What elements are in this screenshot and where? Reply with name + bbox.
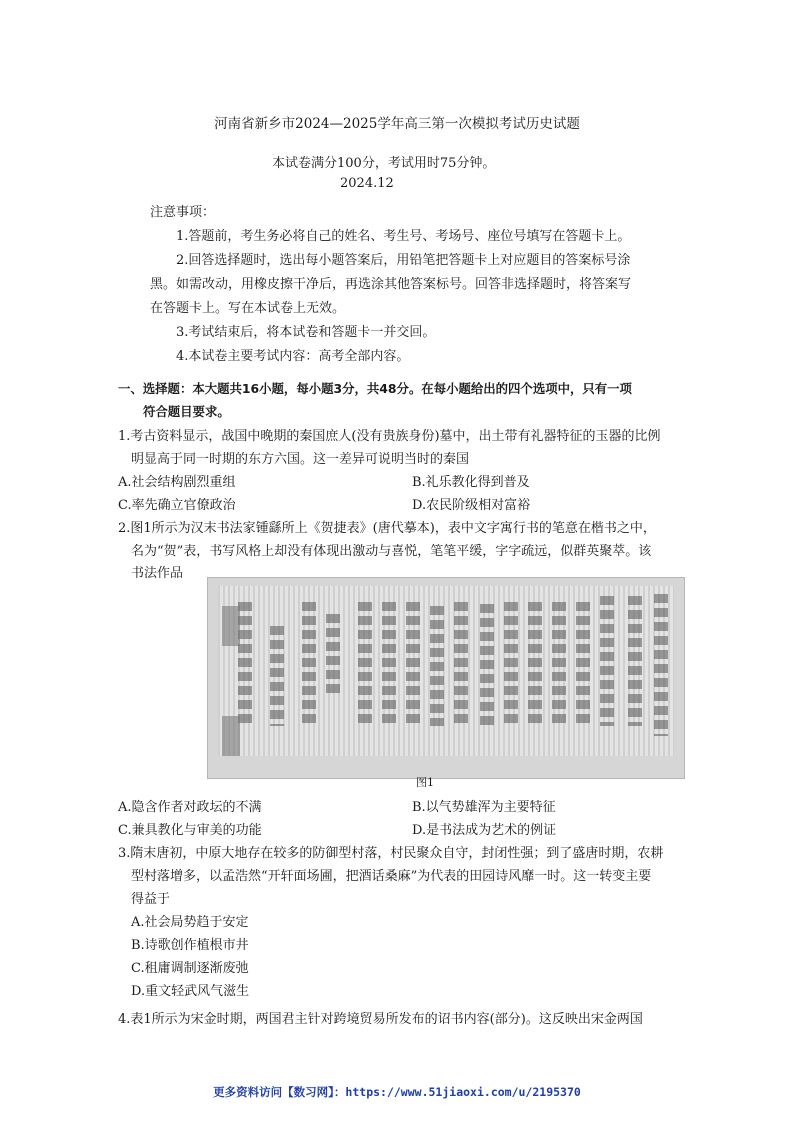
note-line: 1.答题前，考生务必将自己的姓名、考生号、考场号、座位号填写在答题卡上。	[176, 229, 631, 244]
q3-stem: 3.隋末唐初，中原大地存在较多的防御型村落，村民聚众自守，封闭性强；到了盛唐时期，农耕	[118, 846, 664, 861]
q2-option-c: C.兼具教化与审美的功能	[118, 823, 262, 838]
q1-stem: 1.考古资料显示，战国中晚期的秦国庶人(没有贵族身份)墓中，出土带有礼器特征的玉器的比例	[118, 429, 661, 444]
q2-option-a: A.隐含作者对政坛的不满	[118, 800, 262, 815]
exam-title: 河南省新乡市2024—2025学年高三第一次模拟考试历史试题	[214, 116, 580, 132]
q3-stem: 得益于	[131, 892, 171, 907]
q1-option-a: A.社会结构剧烈重组	[118, 475, 236, 490]
q2-stem: 2.图1所示为汉末书法家锺繇所上《贺捷表》(唐代摹本)，表中文字寓行书的笔意在楷书之中，	[118, 521, 656, 536]
q1-option-c: C.率先确立官僚政治	[118, 498, 236, 513]
notes-heading: 注意事项：	[150, 205, 216, 220]
q3-option-a: A.社会局势趋于安定	[131, 915, 249, 930]
note-line: 3.考试结束后，将本试卷和答题卡一并交回。	[176, 325, 436, 340]
footer-link[interactable]: 更多资料访问【数习网】：https://www.51jiaoxi.com/u/2195370	[213, 1085, 581, 1099]
q3-stem: 型村落增多，以孟浩然“开轩面场圃，把酒话桑麻”为代表的田园诗风靡一时。这一转变主要	[131, 869, 652, 884]
figure-caption: 图1	[416, 776, 434, 789]
q2-stem: 书法作品	[131, 566, 184, 581]
exam-date: 2024.12	[340, 176, 394, 191]
note-line: 2.回答选择题时，选出每小题答案后，用铅笔把答题卡上对应题目的答案标号涂	[176, 253, 631, 268]
calligraphy-figure	[207, 577, 685, 779]
q1-option-b: B.礼乐教化得到普及	[412, 475, 530, 490]
q1-stem: 明显高于同一时期的东方六国。这一差异可说明当时的秦国	[131, 452, 470, 467]
section-heading: 一、选择题：本大题共16小题，每小题3分，共48分。在每小题给出的四个选项中，只有一项	[118, 381, 632, 396]
q2-option-d: D.是书法成为艺术的例证	[412, 823, 557, 838]
note-line: 4.本试卷主要考试内容：高考全部内容。	[176, 349, 410, 364]
q2-option-b: B.以气势雄浑为主要特征	[412, 800, 556, 815]
q3-option-d: D.重文轻武风气滋生	[131, 984, 250, 999]
q1-option-d: D.农民阶级相对富裕	[412, 498, 531, 513]
score-time: 本试卷满分100分，考试用时75分钟。	[272, 156, 496, 171]
q3-option-b: B.诗歌创作植根市井	[131, 938, 249, 953]
q3-option-c: C.租庸调制逐渐废弛	[131, 961, 249, 976]
note-line: 黑。如需改动，用橡皮擦干净后，再选涂其他答案标号。回答非选择题时，将答案写	[150, 277, 632, 292]
q4-stem: 4.表1所示为宋金时期，两国君主针对跨境贸易所发布的诏书内容(部分)。这反映出宋金两国	[118, 1012, 643, 1027]
calligraphy-image	[218, 586, 674, 756]
q2-stem: 名为“贺”表，书写风格上却没有体现出激动与喜悦，笔笔平缓，字字疏远，似群英聚萃。该	[131, 544, 652, 559]
note-line: 在答题卡上。写在本试卷上无效。	[150, 301, 346, 316]
section-heading-cont: 符合题目要求。	[143, 404, 230, 419]
